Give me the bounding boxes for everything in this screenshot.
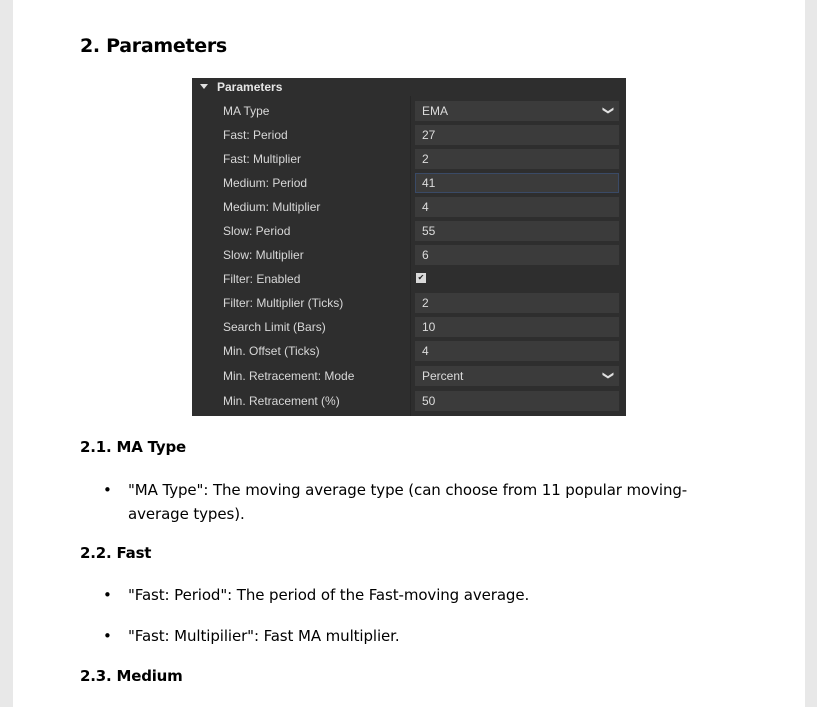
search-limit-input[interactable] — [415, 317, 619, 337]
slow-period-input[interactable] — [415, 221, 619, 241]
parameters-panel — [192, 78, 626, 416]
list-item — [103, 478, 743, 526]
param-value: 4 — [422, 344, 429, 358]
param-label: Fast: Period — [223, 128, 288, 142]
fast-period-input[interactable] — [415, 125, 619, 145]
subsection-heading-medium: 2.3. Medium — [80, 667, 183, 685]
section-heading: 2. Parameters — [80, 35, 227, 57]
document-page — [13, 0, 805, 707]
param-value: 41 — [422, 176, 436, 190]
param-row-filter-enabled — [192, 267, 626, 291]
param-label: Medium: Multiplier — [223, 200, 321, 214]
bullet-icon: • — [103, 481, 112, 499]
slow-multiplier-input[interactable] — [415, 245, 619, 265]
param-label: Filter: Multiplier (Ticks) — [223, 296, 344, 310]
param-row-filter-multiplier — [192, 291, 626, 315]
min-retracement-mode-select[interactable] — [415, 366, 619, 386]
param-value: 27 — [422, 128, 436, 142]
param-label: Search Limit (Bars) — [223, 320, 326, 334]
param-row-slow-period — [192, 219, 626, 243]
param-label: Filter: Enabled — [223, 272, 301, 286]
param-value: 6 — [422, 248, 429, 262]
bullet-icon: • — [103, 627, 112, 645]
filter-multiplier-input[interactable] — [415, 293, 619, 313]
param-label: MA Type — [223, 104, 270, 118]
param-row-search-limit — [192, 315, 626, 339]
list-item-text: "MA Type": The moving average type (can choose from 11 popular moving-average types). — [128, 481, 688, 523]
medium-multiplier-input[interactable] — [415, 197, 619, 217]
filter-enabled-checkbox[interactable]: ✔ — [417, 273, 425, 282]
param-value: EMA — [422, 104, 449, 118]
chevron-down-icon: ❯ — [601, 370, 615, 381]
list-item-text: "Fast: Multipilier": Fast MA multiplier. — [128, 627, 400, 645]
param-label: Fast: Multiplier — [223, 152, 302, 166]
list-item-text: "Fast: Period": The period of the Fast-moving average. — [128, 586, 530, 604]
param-row-slow-multiplier — [192, 243, 626, 267]
list-item — [103, 624, 743, 648]
parameters-title: Parameters — [217, 80, 283, 94]
param-row-min-retracement-percent — [192, 389, 626, 413]
param-row-fast-period — [192, 123, 626, 147]
param-label: Slow: Period — [223, 224, 291, 238]
param-value: 50 — [422, 394, 436, 408]
param-value: Percent — [422, 369, 464, 383]
param-label: Slow: Multiplier — [223, 248, 304, 262]
param-label: Min. Retracement (%) — [223, 394, 340, 408]
list-item — [103, 583, 743, 607]
param-row-medium-multiplier — [192, 195, 626, 219]
param-label: Medium: Period — [223, 176, 308, 190]
param-label: Min. Offset (Ticks) — [223, 344, 320, 358]
param-value: 4 — [422, 200, 429, 214]
ma-type-select[interactable] — [415, 101, 619, 121]
param-value: 2 — [422, 152, 429, 166]
min-offset-input[interactable] — [415, 341, 619, 361]
param-value: 55 — [422, 224, 436, 238]
param-label: Min. Retracement: Mode — [223, 369, 355, 383]
param-row-min-offset — [192, 339, 626, 363]
collapse-triangle-icon[interactable] — [200, 84, 208, 89]
min-retracement-percent-input[interactable] — [415, 391, 619, 411]
param-value: 10 — [422, 320, 436, 334]
param-row-medium-period — [192, 171, 626, 195]
param-row-min-retracement-mode — [192, 364, 626, 388]
parameters-header[interactable] — [192, 78, 626, 96]
param-row-fast-multiplier — [192, 147, 626, 171]
subsection-heading-ma-type: 2.1. MA Type — [80, 438, 186, 456]
bullet-icon: • — [103, 586, 112, 604]
param-row-ma-type — [192, 99, 626, 123]
subsection-heading-fast: 2.2. Fast — [80, 544, 152, 562]
chevron-down-icon: ❯ — [601, 105, 615, 116]
param-value: 2 — [422, 296, 429, 310]
medium-period-input[interactable] — [415, 173, 619, 193]
fast-multiplier-input[interactable] — [415, 149, 619, 169]
